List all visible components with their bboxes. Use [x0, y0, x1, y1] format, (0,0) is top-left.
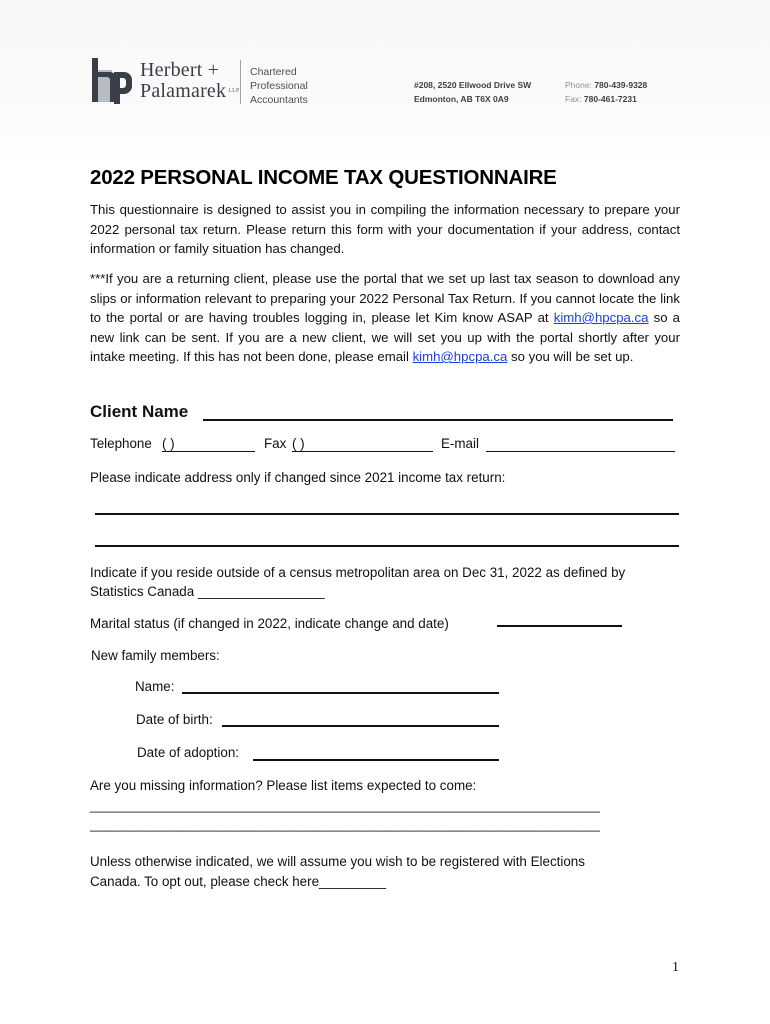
firm-name-line1: Herbert +	[140, 59, 220, 81]
census-question: Indicate if you reside outside of a census metropolitan area on Dec 31, 2022 as defined by	[90, 565, 626, 580]
phone-label: Phone:	[565, 80, 592, 90]
firm-address	[414, 78, 531, 106]
email-link[interactable]: kimh@hpcpa.ca	[412, 349, 508, 364]
address-instruction: Please indicate address only if changed since 2021 income tax return:	[90, 470, 506, 485]
family-members-label: New family members:	[91, 648, 220, 663]
missing-info-line[interactable]: _______________________________________________________________________	[90, 817, 600, 832]
missing-info-question: Are you missing information? Please list items expected to come:	[90, 778, 477, 793]
logo-divider	[240, 60, 241, 104]
firm-desc-line: Accountants	[250, 94, 308, 106]
page-number: 1	[672, 960, 679, 975]
date-of-birth-field[interactable]	[222, 725, 499, 727]
email-label: E-mail	[441, 436, 479, 451]
date-of-birth-label: Date of birth:	[136, 712, 213, 727]
client-name-label: Client Name	[90, 402, 189, 421]
missing-info-line[interactable]: _______________________________________________________________________	[90, 798, 600, 813]
page-title: 2022 PERSONAL INCOME TAX QUESTIONNAIRE	[90, 166, 557, 189]
firm-desc-line: Professional	[250, 80, 308, 92]
telephone-area-code: ( )	[162, 436, 175, 451]
portal-text: so a new link can be sent. If you are a new client, we will set you up with the portal shortly after your intake meeting. If this has not been done, please email	[90, 310, 680, 364]
family-name-field[interactable]	[182, 692, 499, 694]
email-link[interactable]: kimh@hpcpa.ca	[553, 310, 649, 325]
firm-description	[250, 65, 308, 107]
elections-opt-out[interactable]: Canada. To opt out, please check here_________	[90, 874, 387, 889]
date-of-adoption-field[interactable]	[253, 759, 499, 761]
firm-contact	[565, 78, 647, 106]
elections-notice: Unless otherwise indicated, we will assume you wish to be registered with Elections	[90, 854, 585, 869]
address-line-2-field[interactable]	[95, 545, 679, 547]
phone-number: 780-439-9328	[594, 80, 648, 90]
firm-suffix: LLP	[228, 88, 240, 94]
fax-field[interactable]	[292, 451, 433, 452]
firm-name-line2: Palamarek	[140, 80, 227, 102]
marital-status-field[interactable]	[497, 625, 622, 627]
client-name-field[interactable]	[203, 419, 673, 421]
firm-desc-line: Chartered	[250, 66, 297, 78]
fax-label: Fax:	[565, 94, 582, 104]
address-line2: Edmonton, AB T6X 0A9	[414, 94, 509, 104]
hp-logo-icon	[90, 58, 134, 104]
fax-area-code: ( )	[292, 436, 305, 451]
portal-text: ***If you are a returning client, please use the portal that we set up last tax season to download any slips or information relevant to preparing your 2022 Personal Tax Return. If you cannot locate the link to the portal or are having troubles logging in, please let Kim know ASAP at	[90, 271, 680, 325]
portal-text: so you will be set up.	[507, 349, 634, 364]
date-of-adoption-label: Date of adoption:	[137, 745, 239, 760]
telephone-field[interactable]	[162, 451, 255, 452]
intro-paragraph: This questionnaire is designed to assist you in compiling the information necessary to prepare your 2022 personal tax return. Please return this form with your documentation if your address, contact information or family situation has changed.	[90, 202, 680, 256]
letterhead	[0, 0, 770, 160]
firm-name	[140, 60, 240, 102]
address-line1: #208, 2520 Ellwood Drive SW	[414, 80, 532, 90]
telephone-label: Telephone	[90, 436, 152, 451]
email-field[interactable]	[486, 451, 675, 452]
marital-status-label: Marital status (if changed in 2022, indicate change and date)	[90, 616, 449, 631]
address-line-1-field[interactable]	[95, 513, 679, 515]
name-label: Name:	[135, 679, 175, 694]
census-question-field[interactable]: Statistics Canada _________________	[90, 584, 325, 599]
fax-label: Fax	[264, 436, 287, 451]
client-name-row	[90, 402, 680, 426]
fax-number: 780-461-7231	[583, 94, 637, 104]
portal-paragraph	[90, 269, 680, 367]
